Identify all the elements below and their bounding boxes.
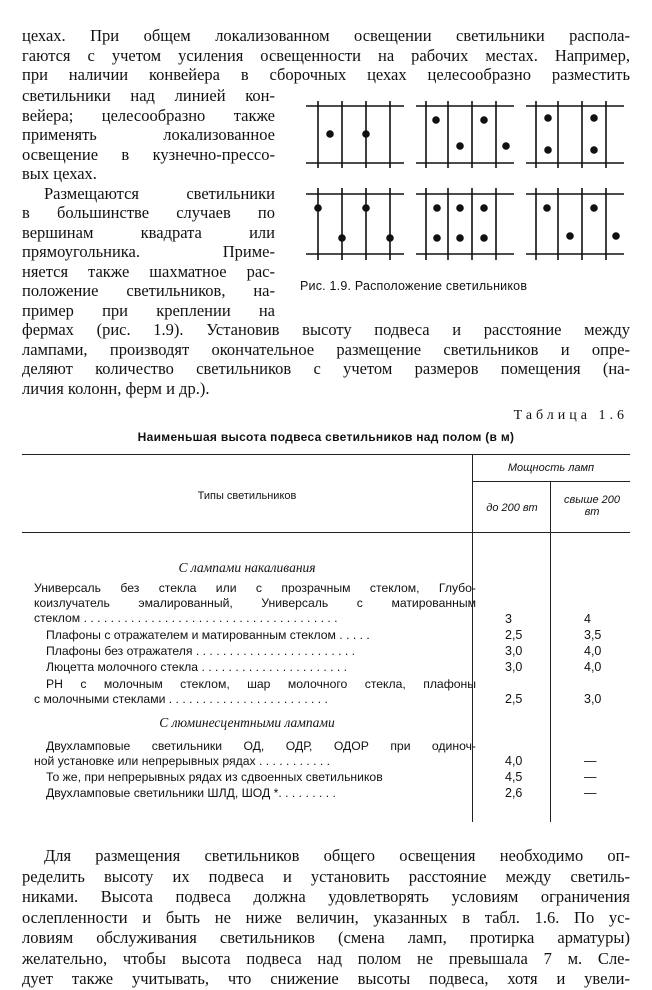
- text-line: желательно, чтобы высота подвеса над полом не превышала 7 м. Сле-: [22, 948, 630, 968]
- table-row-name: [34, 739, 476, 769]
- row-value-1: 3: [505, 612, 512, 626]
- table-rule: [550, 481, 551, 822]
- text-line: дует также учитывать, что снижение высоты подвеса, хотя и увели-: [22, 969, 630, 988]
- paragraph-left-column: [22, 86, 275, 320]
- row-value-2: —: [584, 770, 597, 784]
- table-rule: [22, 532, 630, 533]
- text-line: при наличии конвейера в сборочных цехах целесообразно разместить: [22, 65, 630, 84]
- text-line: применять локализованное: [22, 125, 275, 144]
- text-line: Размещаются светильники: [44, 183, 275, 203]
- table-row-name: [34, 644, 476, 659]
- row-line: Плафоны с отражателем и матированным стеклом . . . . .: [46, 628, 370, 642]
- table-row-name: [34, 770, 476, 785]
- figure-luminaire-layout: [300, 96, 630, 266]
- row-value-1: 2,6: [505, 786, 523, 800]
- table-row-name: [34, 786, 476, 801]
- row-line: Двухламповые светильники ОД, ОДР, ОДОР при одиноч-: [46, 739, 476, 753]
- table-rule: [22, 454, 630, 455]
- text-line: прямоугольника. Приме-: [22, 242, 275, 261]
- row-value-2: 4,0: [584, 660, 602, 674]
- row-line: стеклом . . . . . . . . . . . . . . . . . . . . . . . . . . . . . . . . . . . . . .: [34, 611, 338, 625]
- text-line: светильники над линией кон-: [22, 86, 275, 105]
- text-line: цехах. При общем локализованном освещении светильники распола-: [22, 26, 630, 45]
- header-power: Мощность ламп: [507, 462, 595, 474]
- text-line: вых цехах.: [22, 164, 97, 183]
- row-line: Люцетта молочного стекла . . . . . . . . . . . . . . . . . . . . . .: [46, 660, 348, 674]
- text-line: вершинам квадрата или: [22, 222, 275, 242]
- row-line: То же, при непрерывных рядах из сдвоенных светильников: [46, 770, 383, 784]
- row-value-1: 3,0: [505, 660, 523, 674]
- text-line: вейера; целесообразно также: [22, 105, 275, 125]
- text-line: личия колонн, ферм и др.).: [22, 378, 210, 398]
- row-value-2: 3,0: [584, 692, 602, 706]
- header-types: Типы светильников: [197, 490, 297, 502]
- row-value-1: 4,0: [505, 754, 523, 768]
- row-line: с молочными стеклами . . . . . . . . . . . . . . . . . . . . . . . .: [34, 692, 328, 706]
- text-line: Для размещения светильников общего освещения необходимо оп-: [44, 846, 630, 865]
- paragraph-middle: [22, 320, 630, 398]
- luminaire-layout-diagram: [300, 96, 630, 266]
- row-value-2: 4: [584, 612, 591, 626]
- paragraph-bottom: [22, 846, 630, 990]
- text-line: гаются с учетом усиления освещенности на рабочих местах. Например,: [22, 45, 630, 65]
- row-value-2: 3,5: [584, 628, 602, 642]
- row-value-2: 4,0: [584, 644, 602, 658]
- text-line: фермах (рис. 1.9). Установив высоту подвеса и расстояние между: [22, 320, 630, 339]
- row-value-2: —: [584, 786, 597, 800]
- text-line: положение светильников, на-: [22, 281, 275, 300]
- header-col1: до 200 вт: [486, 502, 538, 514]
- paragraph-top: [22, 26, 630, 85]
- text-line: ослепленности и быть не ниже величин, указанных в табл. 1.6. По ус-: [22, 907, 630, 927]
- text-line: лампами, производят окончательное размещение светильников и опре-: [22, 339, 630, 359]
- section-incandescent: С лампами накаливания: [178, 560, 316, 575]
- text-line: в большинстве случаев по: [22, 203, 275, 222]
- table-label: Таблица 1.6: [513, 408, 628, 423]
- table-row-name: [34, 660, 476, 675]
- text-line: ределить высоту их подвеса и установить расстояние между светиль-: [22, 866, 630, 886]
- section-fluorescent: С люминесцентными лампами: [159, 715, 335, 730]
- figure-caption: Рис. 1.9. Расположение светильников: [300, 279, 528, 293]
- table-title: Наименьшая высота подвеса светильников над полом (в м): [137, 430, 515, 444]
- row-value-1: 2,5: [505, 628, 523, 642]
- table-min-height: [22, 454, 630, 822]
- row-line: РН с молочным стеклом, шар молочного стекла, плафоны: [46, 677, 476, 691]
- text-line: никами. Высота подвеса должна удовлетворять условиям ограничения: [22, 887, 630, 906]
- text-line: ловиям обслуживания светильников (смена ламп, протирка арматуры): [22, 928, 630, 947]
- table-row-name: [34, 581, 476, 626]
- row-line: Универсаль без стекла или с прозрачным стеклом, Глубо-: [34, 581, 476, 595]
- row-value-1: 2,5: [505, 692, 523, 706]
- row-line: коизлучатель эмалированный, Универсаль с матированным: [34, 596, 476, 610]
- table-row-name: [34, 628, 476, 643]
- row-line: Двухламповые светильники ШЛД, ШОД *. . . . . . . . .: [46, 786, 336, 800]
- text-line: деляют количество светильников с учетом размеров помещения (на-: [22, 359, 630, 378]
- row-value-2: —: [584, 754, 597, 768]
- row-value-1: 3,0: [505, 644, 523, 658]
- row-line: ной установке или непрерывных рядах . . . . . . . . . . .: [34, 754, 331, 768]
- text-line: освещение в кузнечно-прессо-: [22, 144, 275, 164]
- header-col2: свыше 200 вт: [564, 494, 620, 518]
- row-line: Плафоны без отражателя . . . . . . . . . . . . . . . . . . . . . . . .: [46, 644, 356, 658]
- text-line: пример при креплении на: [22, 300, 275, 320]
- row-value-1: 4,5: [505, 770, 523, 784]
- table-rule: [472, 481, 630, 482]
- table-row-name: [34, 677, 476, 707]
- text-line: няется также шахматное рас-: [22, 261, 275, 281]
